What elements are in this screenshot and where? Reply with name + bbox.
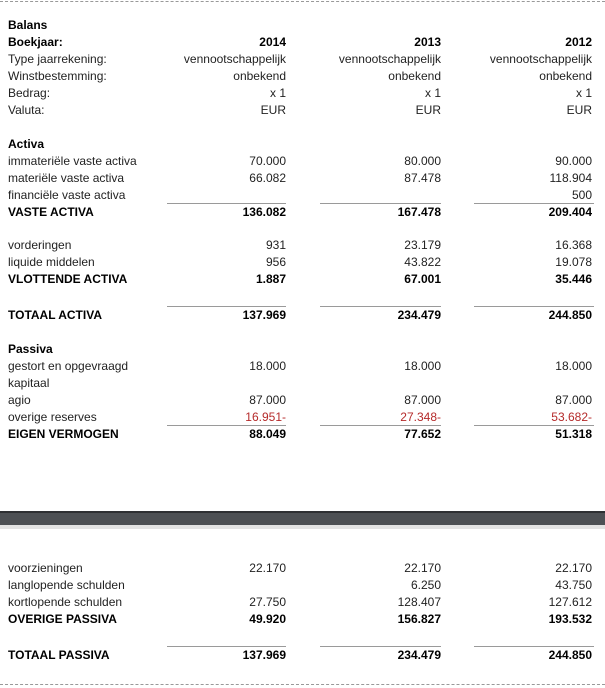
eigen-item-row [0,392,605,409]
value-2013: 87.478 [404,171,441,185]
totaal-passiva-row [0,647,605,664]
value-2014: 956 [265,255,286,269]
value-2012: 19.078 [555,255,592,269]
value-2012: 2012 [565,35,592,49]
eigen-item-row [0,358,605,392]
activa-title-row [0,136,605,153]
row-label: TOTAAL ACTIVA [8,308,102,322]
value-2014: 137.969 [242,308,286,322]
overige-item-row [0,560,605,577]
activa-title: Activa [8,137,45,151]
value-2012: onbekend [539,69,592,83]
value-2014: 66.082 [249,171,286,185]
value-2013: 6.250 [410,578,441,592]
value-2014: 137.969 [242,648,286,662]
value-2012: 193.532 [548,612,592,626]
activa-item-row [0,187,605,204]
value-2014: 49.920 [249,612,286,626]
value-2013: 2013 [414,35,441,49]
overige-passiva-total-row [0,611,605,628]
value-2014: EUR [260,103,286,117]
vaste-activa-total-row [0,204,605,221]
value-2014: 22.170 [249,561,286,575]
row-label: Bedrag: [8,86,51,100]
row-label: Winstbestemming: [8,69,107,83]
value-2013: 22.170 [404,561,441,575]
row-label: agio [8,393,31,407]
value-2014: 2014 [259,35,286,49]
row-label: immateriële vaste activa [8,154,137,168]
value-2012: 118.904 [549,171,592,185]
vlottende-item-row [0,237,605,254]
row-label: kortlopende schulden [8,595,123,609]
value-2014: 16.951- [245,410,286,424]
activa-item-row [0,170,605,187]
vlottende-item-row [0,254,605,271]
value-2012: 87.000 [555,393,592,407]
value-2012: 127.612 [548,595,592,609]
row-label: financiële vaste activa [8,188,126,202]
row-label: vorderingen [8,238,72,252]
value-2012: 500 [571,188,592,202]
value-2013: 80.000 [404,154,441,168]
row-label: gestort en opgevraagd kapitaal [8,359,129,390]
overige-item-row [0,594,605,611]
value-2012: 209.404 [548,205,592,219]
row-label: TOTAAL PASSIVA [8,648,110,662]
row-label: Valuta: [8,103,45,117]
row-label: materiële vaste activa [8,171,125,185]
row-label: EIGEN VERMOGEN [8,427,119,441]
value-2013: 234.479 [397,308,441,322]
winstbestemming-row [0,68,605,85]
page-top-edge [0,1,605,3]
value-2013: 43.822 [404,255,441,269]
row-label: VLOTTENDE ACTIVA [8,272,128,286]
row-label: voorzieningen [8,561,83,575]
value-2014: 88.049 [249,427,286,441]
value-2014: 70.000 [249,154,286,168]
value-2013: 18.000 [404,359,441,373]
totaal-activa-section [0,307,605,324]
row-label: Type jaarrekening: [8,52,107,66]
value-2013: 77.652 [404,427,441,441]
row-label: overige reserves [8,410,97,424]
vlottende-activa-total-row [0,271,605,288]
value-2012: 244.850 [548,308,592,322]
value-2012: vennootschappelijk [489,52,592,66]
value-2014: 931 [265,238,286,252]
value-2014: 18.000 [249,359,286,373]
activa-section [0,136,605,221]
balans-title: Balans [8,18,48,32]
value-2012: 18.000 [555,359,592,373]
value-2014: onbekend [233,69,286,83]
value-2013: 23.179 [404,238,441,252]
row-label: liquide middelen [8,255,95,269]
passiva-section [0,341,605,443]
bedrag-row [0,85,605,102]
value-2014: x 1 [269,86,286,100]
value-2013: onbekend [388,69,441,83]
row-label: VASTE ACTIVA [8,205,94,219]
value-2012: x 1 [575,86,592,100]
passiva-title-row [0,341,605,358]
value-2012: 35.446 [555,272,592,286]
value-2013: vennootschappelijk [338,52,441,66]
value-2012: 90.000 [555,154,592,168]
value-2013: EUR [415,103,441,117]
totaal-activa-row [0,307,605,324]
row-label: Boekjaar: [8,35,63,49]
eigen-item-row [0,409,605,426]
page-break [0,513,605,525]
value-2014: vennootschappelijk [183,52,286,66]
row-label: OVERIGE PASSIVA [8,612,117,626]
value-2012: EUR [566,103,592,117]
value-2014: 87.000 [249,393,286,407]
value-2012: 53.682- [551,410,592,424]
value-2012: 43.750 [555,578,592,592]
boekjaar-row [0,34,605,51]
value-2013: 87.000 [404,393,441,407]
value-2012: 51.318 [555,427,592,441]
vlottende-section [0,237,605,288]
value-2013: 128.407 [397,595,441,609]
value-2013: x 1 [424,86,441,100]
value-2013: 67.001 [404,272,441,286]
value-2012: 16.368 [555,238,592,252]
valuta-row [0,102,605,119]
value-2013: 167.478 [397,205,441,219]
passiva-title: Passiva [8,342,53,356]
value-2012: 244.850 [548,648,592,662]
value-2012: 22.170 [555,561,592,575]
balans-title-row [0,17,605,34]
overige-passiva-section [0,560,605,628]
row-label: langlopende schulden [8,578,125,592]
value-2014: 136.082 [242,205,286,219]
activa-item-row [0,153,605,170]
value-2013: 27.348- [400,410,441,424]
value-2013: 234.479 [397,648,441,662]
header-section [0,17,605,119]
value-2014: 1.887 [255,272,286,286]
eigen-vermogen-total-row [0,426,605,443]
value-2013: 156.827 [397,612,441,626]
overige-item-row [0,577,605,594]
type-jaarrekening-row [0,51,605,68]
page-bottom-edge [0,684,605,686]
value-2014: 27.750 [249,595,286,609]
totaal-passiva-section [0,647,605,664]
